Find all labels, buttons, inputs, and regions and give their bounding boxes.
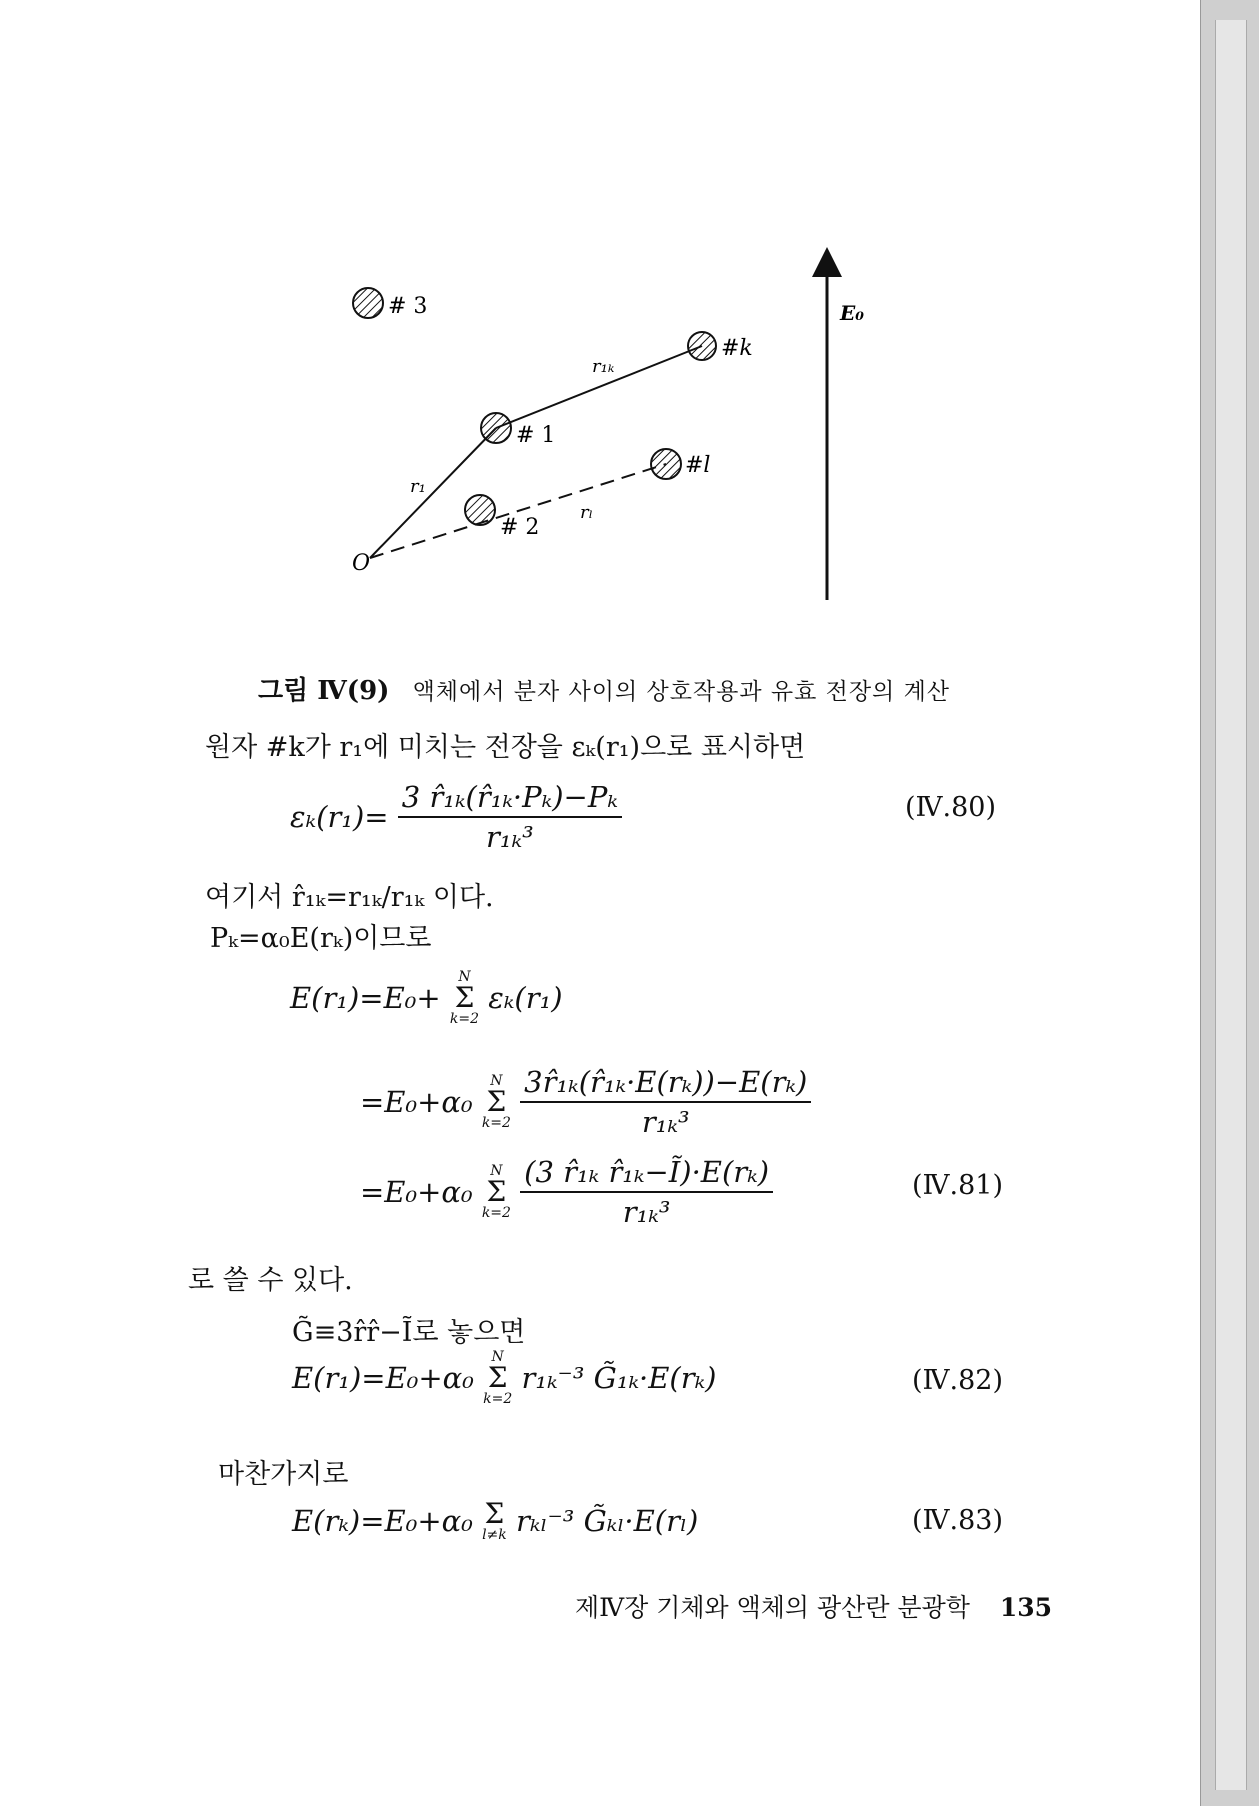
eq80-fraction	[398, 780, 622, 854]
eq80-left: εₖ(r₁)=	[290, 800, 389, 834]
text-line-5: G̃≡3r̂r̂−Ĩ로 놓으면	[292, 1317, 526, 1348]
eq81c-denominator: r₁ₖ³	[622, 1195, 671, 1229]
eq81c-numerator: (3 r̂₁ₖ r̂₁ₖ−Ĩ)·E(rₖ)	[520, 1155, 773, 1193]
sum-upper: N	[490, 1073, 503, 1089]
page-stack-inner	[1215, 20, 1247, 1790]
sigma: Σ	[454, 981, 475, 1014]
molecule-1	[481, 413, 511, 443]
sum-upper: N	[458, 969, 471, 985]
eq81c-fraction	[520, 1155, 773, 1229]
sum-lower: k=2	[481, 1115, 511, 1131]
chapter-title: 제Ⅳ장 기체와 액체의 광산란 분광학	[575, 1593, 970, 1622]
sigma: Σ	[486, 1085, 507, 1118]
text-line-3: Pₖ=α₀E(rₖ)이므로	[210, 923, 432, 954]
eq81c-left: =E₀+α₀	[360, 1175, 473, 1209]
sum-symbol	[450, 970, 479, 1026]
label-2: # 2	[500, 515, 540, 540]
eq82-left: E(r₁)=E₀+α₀	[292, 1361, 474, 1395]
equation-83-tag: (Ⅳ.83)	[912, 1505, 1003, 1536]
molecule-3	[353, 288, 383, 318]
label-1: # 1	[516, 423, 556, 448]
r1-vector	[370, 428, 496, 558]
sigma: Σ	[484, 1497, 505, 1530]
caption-head: 그림 Ⅳ(9)	[258, 676, 390, 706]
label-origin: O	[352, 551, 371, 576]
sum-lower: k=2	[449, 1011, 480, 1027]
eq81a-left: E(r₁)=E₀+	[290, 981, 441, 1015]
eq82-right: r₁ₖ⁻³ G̃₁ₖ·E(rₖ)	[521, 1361, 717, 1395]
sum-lower: k=2	[483, 1391, 513, 1407]
equation-83	[292, 1497, 699, 1543]
sum-upper: N	[491, 1349, 504, 1365]
eq81b-fraction	[520, 1065, 811, 1139]
sum-symbol	[482, 1164, 511, 1220]
label-l: #l	[685, 453, 711, 478]
equation-81-line-3	[360, 1155, 773, 1229]
running-footer	[575, 1588, 1052, 1624]
sum-upper: N	[490, 1163, 503, 1179]
figure-caption	[258, 670, 950, 707]
equation-80	[290, 780, 622, 854]
sum-symbol	[483, 1350, 512, 1406]
text-line-1: 원자 #k가 r₁에 미치는 전장을 εₖ(r₁)으로 표시하면	[205, 732, 806, 763]
equation-81-line-1	[290, 970, 563, 1026]
eq81a-right: εₖ(r₁)	[488, 981, 563, 1015]
caption-body: 액체에서 분자 사이의 상호작용과 유효 전장의 계산	[412, 679, 951, 705]
sum-lower: k=2	[481, 1205, 511, 1221]
eq80-numerator: 3 r̂₁ₖ(r̂₁ₖ·Pₖ)−Pₖ	[398, 780, 622, 818]
label-r1k: r₁ₖ	[592, 356, 615, 377]
label-k: #k	[721, 336, 753, 361]
equation-81-line-2	[360, 1065, 811, 1139]
molecule-interaction-figure	[330, 240, 890, 610]
eq80-denominator: r₁ₖ³	[486, 820, 534, 854]
sigma: Σ	[487, 1361, 508, 1394]
molecule-2	[465, 495, 495, 525]
equation-81-tag: (Ⅳ.81)	[912, 1170, 1003, 1201]
sum-symbol	[482, 1074, 511, 1130]
label-r1: r₁	[410, 476, 426, 497]
eq81b-denominator: r₁ₖ³	[641, 1105, 690, 1139]
page-number: 135	[999, 1593, 1053, 1622]
label-3: # 3	[388, 294, 428, 319]
sum-lower: l≠k	[482, 1527, 507, 1543]
eq81b-numerator: 3r̂₁ₖ(r̂₁ₖ·E(rₖ))−E(rₖ)	[520, 1065, 811, 1103]
sum-symbol	[482, 1497, 507, 1543]
label-rl: rₗ	[580, 502, 593, 523]
molecule-k	[688, 332, 716, 360]
label-field: E₀	[840, 301, 865, 325]
eq83-left: E(rₖ)=E₀+α₀	[292, 1504, 473, 1538]
equation-82-tag: (Ⅳ.82)	[912, 1365, 1003, 1396]
text-line-4: 로 쓸 수 있다.	[188, 1265, 353, 1296]
equation-80-tag: (Ⅳ.80)	[905, 792, 996, 823]
eq81b-left: =E₀+α₀	[360, 1085, 473, 1119]
eq83-right: rₖₗ⁻³ G̃ₖₗ·E(rₗ)	[515, 1504, 699, 1538]
text-line-2: 여기서 r̂₁ₖ=r₁ₖ/r₁ₖ 이다.	[205, 882, 494, 913]
molecule-l	[651, 449, 681, 479]
equation-82	[292, 1350, 717, 1406]
sigma: Σ	[486, 1175, 507, 1208]
text-line-6: 마찬가지로	[218, 1459, 349, 1490]
